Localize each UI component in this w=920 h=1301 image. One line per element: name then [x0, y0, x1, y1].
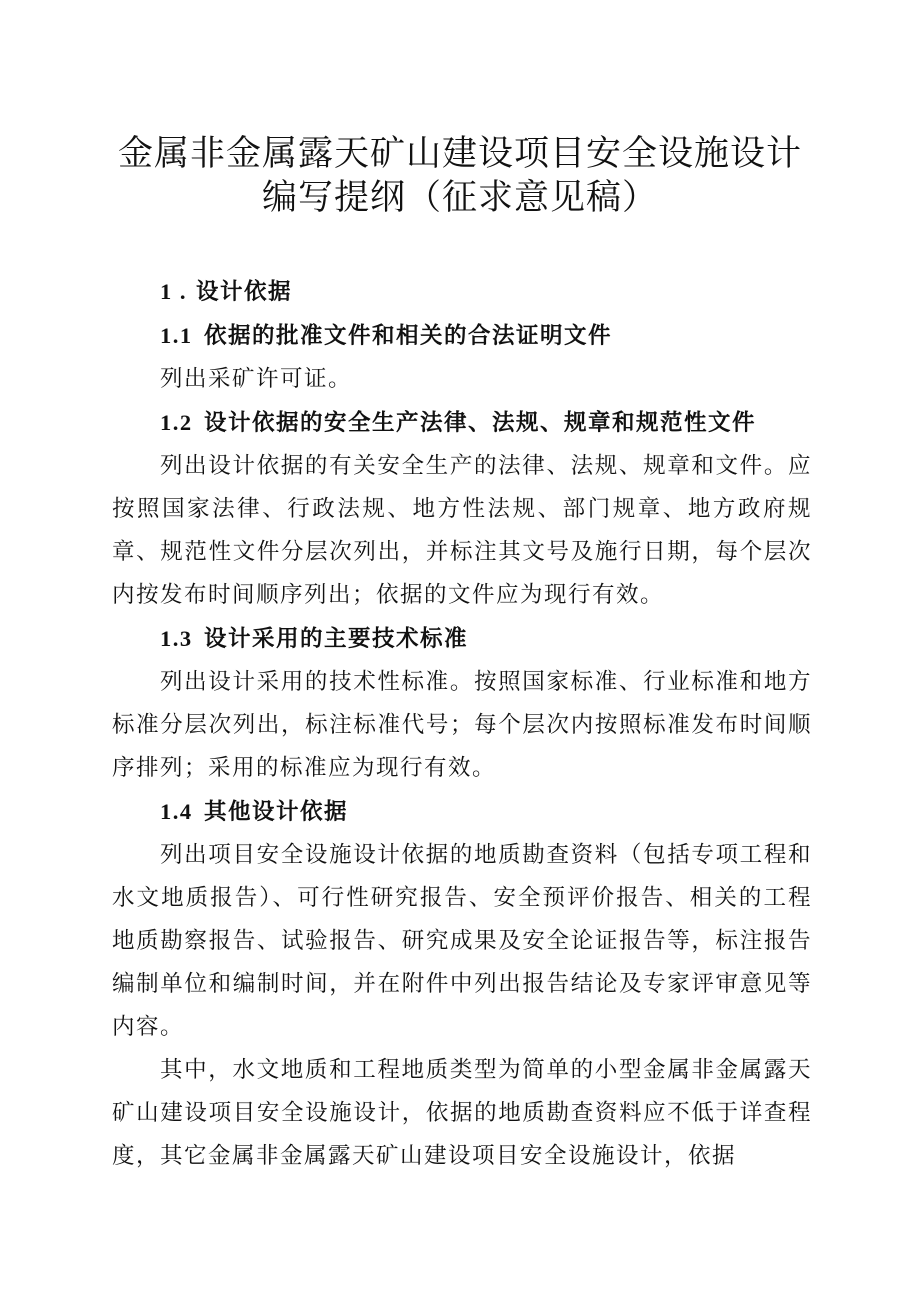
paragraph: 列出设计依据的有关安全生产的法律、法规、规章和文件。应按照国家法律、行政法规、地方性法规、部门规章、地方政府规章、规范性文件分层次列出，并标注其文号及施行日期，每个层次内按发布时间顺序列出；依据的文件应为现行有效。 [112, 453, 812, 608]
section-number: 1.2 [160, 410, 193, 435]
section-heading-1-2 [112, 401, 812, 445]
section-heading-text: 设计依据的安全生产法律、法规、规章和规范性文件 [204, 410, 757, 436]
paragraph: 列出项目安全设施设计依据的地质勘查资料（包括专项工程和水文地质报告）、可行性研究报告、安全预评价报告、相关的工程地质勘察报告、试验报告、研究成果及安全论证报告等，标注报告编制单位和编制时间，并在附件中列出报告结论及专家评审意见等内容。 [112, 842, 812, 1040]
document-body [112, 270, 812, 1178]
section-number: 1 . [160, 279, 187, 304]
section-heading-text: 设计采用的主要技术标准 [204, 626, 469, 652]
section-heading-1 [112, 270, 812, 314]
paragraph: 其中，水文地质和工程地质类型为简单的小型金属非金属露天矿山建设项目安全设施设计，依据的地质勘查资料应不低于详查程度，其它金属非金属露天矿山建设项目安全设施设计，依据 [112, 1057, 812, 1169]
section-heading-text: 设计依据 [196, 279, 293, 305]
section-heading-text: 其他设计依据 [204, 799, 349, 825]
section-number: 1.3 [160, 626, 193, 651]
section-heading-text: 依据的批准文件和相关的合法证明文件 [204, 323, 613, 349]
document-title-line-1: 金属非金属露天矿山建设项目安全设施设计 [117, 134, 802, 174]
paragraph: 列出设计采用的技术性标准。按照国家标准、行业标准和地方标准分层次列出，标注标准代号；每个层次内按照标准发布时间顺序排列；采用的标准应为现行有效。 [112, 669, 812, 781]
section-heading-1-4 [112, 790, 812, 834]
section-heading-1-1 [112, 314, 812, 358]
section-number: 1.1 [160, 323, 193, 348]
document-title-line-2: 编写提纲（征求意见稿） [261, 178, 658, 218]
section-heading-1-3 [112, 617, 812, 661]
paragraph: 列出采矿许可证。 [160, 366, 353, 392]
section-number: 1.4 [160, 799, 193, 824]
